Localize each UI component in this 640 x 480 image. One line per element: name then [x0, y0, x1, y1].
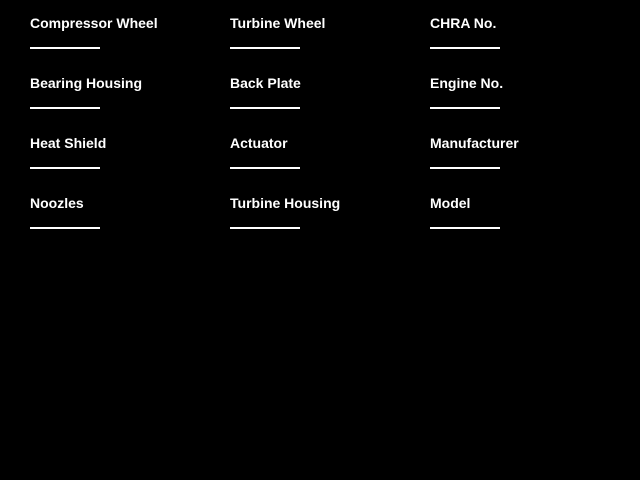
field-label: CHRA No.	[430, 15, 497, 31]
field-bearing-housing	[30, 76, 230, 136]
field-engine-no	[430, 76, 630, 136]
field-noozles	[30, 196, 230, 256]
field-label: Model	[430, 195, 471, 211]
field-label: Turbine Housing	[230, 195, 341, 211]
field-label: Engine No.	[430, 75, 504, 91]
field-label: Back Plate	[230, 75, 301, 91]
heat-shield-input-line[interactable]	[30, 167, 100, 169]
field-model	[430, 196, 630, 256]
field-back-plate	[230, 76, 430, 136]
field-label: Bearing Housing	[30, 75, 143, 91]
chra-no-input-line[interactable]	[430, 47, 500, 49]
field-label: Noozles	[30, 195, 84, 211]
field-turbine-wheel	[230, 16, 430, 76]
noozles-input-line[interactable]	[30, 227, 100, 229]
field-compressor-wheel	[30, 16, 230, 76]
field-label: Manufacturer	[430, 135, 519, 151]
field-chra-no	[430, 16, 630, 76]
field-actuator	[230, 136, 430, 196]
manufacturer-input-line[interactable]	[430, 167, 500, 169]
form-grid	[30, 16, 630, 256]
engine-no-input-line[interactable]	[430, 107, 500, 109]
turbine-housing-input-line[interactable]	[230, 227, 300, 229]
field-label: Compressor Wheel	[30, 15, 158, 31]
back-plate-input-line[interactable]	[230, 107, 300, 109]
model-input-line[interactable]	[430, 227, 500, 229]
field-manufacturer	[430, 136, 630, 196]
actuator-input-line[interactable]	[230, 167, 300, 169]
field-label: Turbine Wheel	[230, 15, 326, 31]
turbine-wheel-input-line[interactable]	[230, 47, 300, 49]
compressor-wheel-input-line[interactable]	[30, 47, 100, 49]
bearing-housing-input-line[interactable]	[30, 107, 100, 109]
field-heat-shield	[30, 136, 230, 196]
field-turbine-housing	[230, 196, 430, 256]
field-label: Heat Shield	[30, 135, 107, 151]
field-label: Actuator	[230, 135, 288, 151]
